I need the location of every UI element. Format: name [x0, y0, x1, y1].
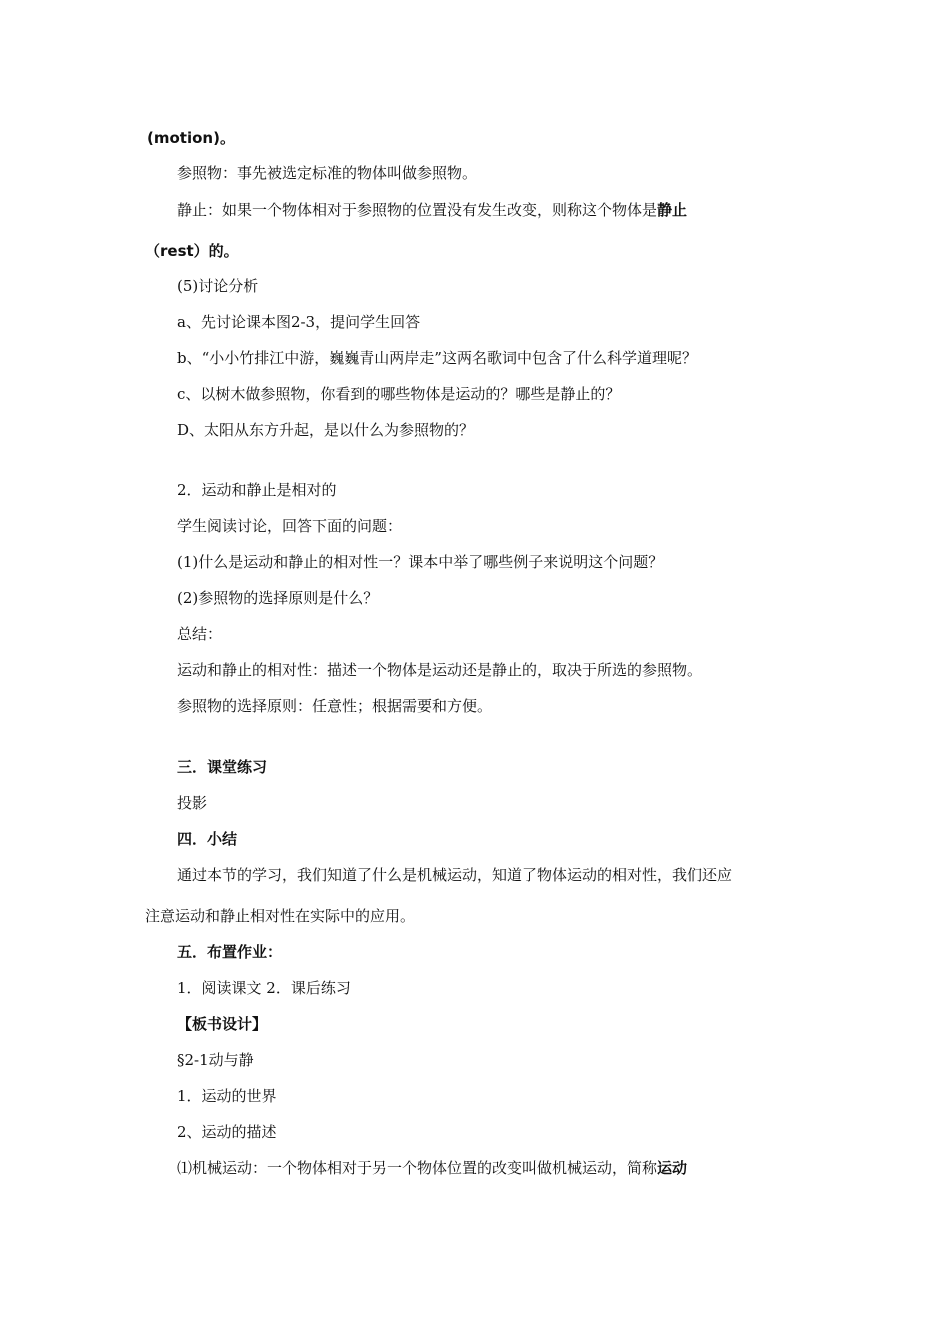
summary-label: 总结：: [177, 625, 223, 643]
relativity-statement: 运动和静止的相对性：描述一个物体是运动还是静止的，取决于所选的参照物。: [177, 661, 703, 679]
rest-term: 静止: [177, 201, 208, 219]
recap-paragraph-line-2: 注意运动和静止相对性在实际中的应用。: [145, 907, 416, 925]
rest-definition-line: [177, 200, 687, 220]
discussion-title: (5)讨论分析: [177, 277, 259, 295]
relative-motion-heading: 2．运动和静止是相对的: [177, 481, 337, 499]
question-1: (1)什么是运动和静止的相对性一？课本中举了哪些例子来说明这个问题？: [177, 553, 664, 571]
motion-bold-term: 运动: [657, 1159, 688, 1177]
rest-definition-text: ：如果一个物体相对于参照物的位置没有发生改变，则称这个物体是: [207, 201, 658, 219]
section-5-heading: 五．布置作业：: [177, 943, 283, 961]
board-section-title: §2-1动与静: [177, 1051, 254, 1069]
student-reading-instruction: 学生阅读讨论，回答下面的问题：: [177, 517, 403, 535]
board-item-2: 2、运动的描述: [177, 1123, 277, 1141]
reference-selection-principle: 参照物的选择原则：任意性；根据需要和方便。: [177, 697, 493, 715]
discussion-item-c: c、以树木做参照物，你看到的哪些物体是运动的？哪些是静止的？: [177, 385, 621, 403]
discussion-item-a: a、先讨论课本图2-3，提问学生回答: [177, 313, 421, 331]
rest-bold-term: 静止: [657, 201, 688, 219]
rest-term-tail: （rest）的。: [145, 242, 239, 260]
recap-paragraph-line-1: 通过本节的学习，我们知道了什么是机械运动，知道了物体运动的相对性，我们还应: [177, 866, 733, 884]
board-item-1: 1．运动的世界: [177, 1087, 277, 1105]
projection-note: 投影: [177, 794, 208, 812]
mechanical-motion-definition: ⑴机械运动：一个物体相对于另一个物体位置的改变叫做机械运动，简称: [177, 1159, 658, 1177]
section-3-heading: 三．课堂练习: [177, 758, 268, 776]
homework-items: 1．阅读课文 2．课后练习: [177, 979, 351, 997]
board-design-heading: 【板书设计】: [177, 1015, 268, 1033]
discussion-item-d: D、太阳从东方升起，是以什么为参照物的？: [177, 421, 475, 439]
motion-term-line: (motion)。: [147, 129, 235, 147]
discussion-item-b: b、“小小竹排江中游，巍巍青山两岸走”这两名歌词中包含了什么科学道理呢？: [177, 349, 697, 367]
question-2: (2)参照物的选择原则是什么？: [177, 589, 379, 607]
section-4-heading: 四．小结: [177, 830, 238, 848]
reference-object-definition: 参照物：事先被选定标准的物体叫做参照物。: [177, 164, 478, 182]
board-item-3: [177, 1158, 687, 1178]
